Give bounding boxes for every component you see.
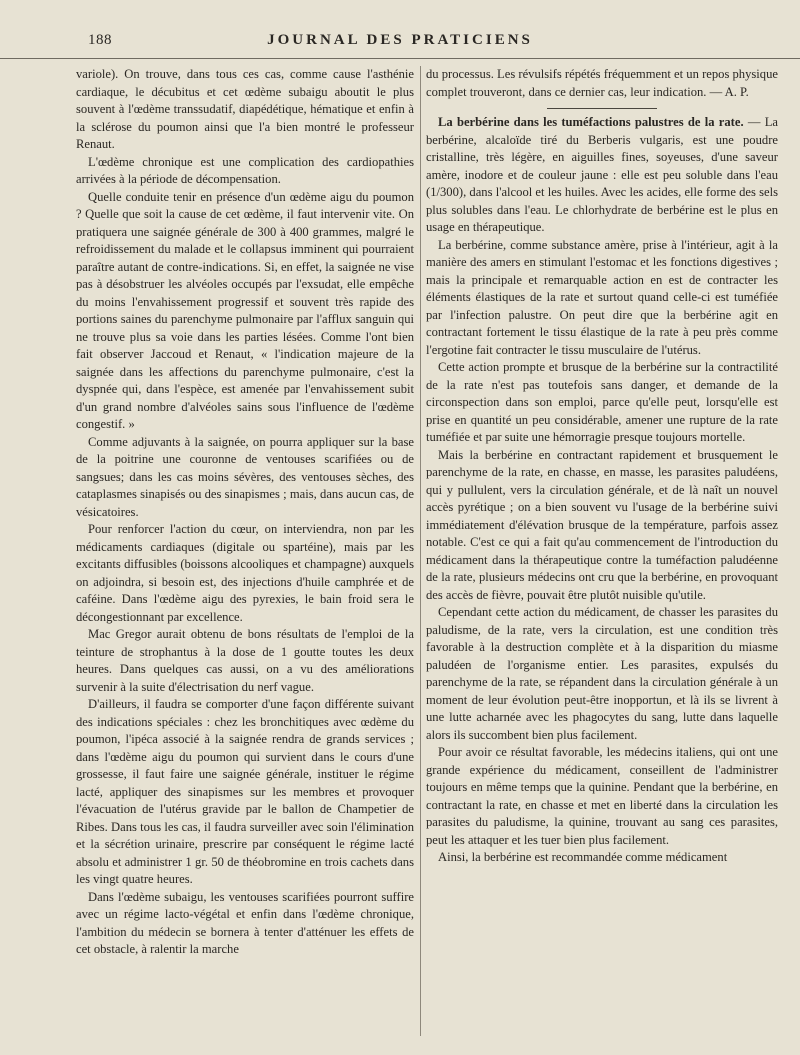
left-paragraph-1: variole). On trouve, dans tous ces cas, comme cause l'asthénie cardiaque, le décubitus et cet œdème subaigu aboutit le plus souvent à l'œdème transsudatif, diapédétique, hématique et enfin à la sclérose du poumon ainsi que l'a bien montré le professeur Renaut. — [76, 67, 414, 151]
article-title: La berbérine dans les tuméfactions palustres de la rate. — [438, 115, 744, 129]
right-intro-paragraph: du processus. Les révulsifs répétés fréquemment et un repos physique complet trouveront, dans ce dernier cas, leur indication. — A. P. — [426, 67, 778, 99]
left-paragraph-4: Comme adjuvants à la saignée, on pourra appliquer sur la base de la poitrine une couronne de ventouses scarifiées ou de sangsues; dans les cas moins sévères, des ventouses sèches, des cataplasmes sinapisés ou des sinapismes ; mais, dans aucun cas, de vésicatoires. — [76, 434, 414, 519]
right-paragraph-5: Pour avoir ce résultat favorable, les médecins italiens, qui ont une grande expérience du médicament, conseillent de l'administrer toujours en même temps que la quinine. Pendant que la berbérine, en contractant la rate, en chasse et met en liberté dans la circulation les parasites du paludisme, la quinine, trouvant au sang ces parasites, peut les attaquer et les tuer bien plus facilement. — [426, 745, 778, 847]
article-separator — [547, 108, 657, 109]
left-paragraph-7: D'ailleurs, il faudra se comporter d'une façon différente suivant des indications spéciales : chez les bronchitiques avec œdème du poumon, l'ipéca associé à la saignée rendra de grands services ; dans l'œdème aigu du poumon qui survient dans le cours d'une grossesse, il faut faire une saignée générale, instituer le régime lacté, appliquer des sinapismes sur les membres et provoquer l'évacuation de l'utérus gravide par le ballon de Champetier de Ribes. Dans tous les cas, il faudra surveiller avec soin l'élimination et la sécrétion urinaire, prescrire par conséquent le régime lacté absolu et administrer 1 gr. 50 de théobromine en trois cachets dans les vingt quatre heures. — [76, 697, 414, 886]
left-paragraph-3: Quelle conduite tenir en présence d'un œdème aigu du poumon ? Quelle que soit la cause de cet œdème, il faut intervenir vite. On pratiquera une saignée générale de 300 à 400 grammes, malgré le refroidissement du malade et le collapsus imminent qui pourraient paraître autant de contre-indications. Si, en effet, la saignée ne vise pas à désobstruer les alvéoles occupés par l'exsudat, elle empêche du moins l'envahissement progressif et souvent très rapide des portions saines du parenchyme pulmonaire par l'afflux sanguin qui ne trouve plus sa voie dans les parties lésées. Comme l'ont bien fait observer Jaccoud et Renaut, « l'indication majeure de la saignée dans les affections du parenchyme pulmonaire, c'est la dyspnée qui, dans l'espèce, est amenée par l'envahissement subit d'un grand nombre d'alvéoles sains sous l'influence de l'œdème congestif. » — [76, 189, 414, 431]
page-header — [0, 0, 800, 59]
article-heading-paragraph — [426, 114, 778, 237]
column-divider — [420, 66, 421, 1036]
left-paragraph-8: Dans l'œdème subaigu, les ventouses scarifiées pourront suffire avec un régime lacto-végétal et enfin dans l'œdème chronique, l'ambition du médecin se bornera à tenter d'atténuer les effets de cet obstacle, à ralentir la marche — [76, 889, 414, 956]
right-paragraph-6: Ainsi, la berbérine est recommandée comme médicament — [438, 850, 728, 864]
left-paragraph-2: L'œdème chronique est une complication des cardiopathies arrivées à la période de décompensation. — [76, 154, 414, 186]
right-paragraph-3: Mais la berbérine en contractant rapidement et brusquement le parenchyme de la rate, en chasse, en masse, les parasites paludéens, qui y pullulent, vers la circulation générale, et de là naît un nouvel accès pyrétique ; on a bien souvent vu l'usage de la berbérine suivi immédiatement d'élévation brusque de la température, parfois assez notable. C'est ce qui a fait qu'au commencement de l'introduction du médicament dans la thérapeutique contre la tuméfaction paludéenne de la rate, plusieurs médecins ont cru que la berbérine, en provoquant des accès de fièvre, pouvait être plutôt nuisible qu'utile. — [426, 447, 778, 602]
right-column — [426, 66, 778, 1046]
right-paragraph-2: Cette action prompte et brusque de la berbérine sur la contractilité de la rate n'est pas toutefois sans danger, et demande de la circonspection dans son emploi, parce qu'elle peut, lorsqu'elle est prise en quantité un peu considérable, amener une rupture de la rate tuméfiée et par suite une hémorragie presque toujours mortelle. — [426, 360, 778, 444]
page-number: 188 — [88, 32, 112, 48]
journal-title: JOURNAL DES PRATICIENS — [267, 32, 533, 48]
right-paragraph-1: La berbérine, comme substance amère, prise à l'intérieur, agit à la manière des amers en stimulant l'estomac et les fonctions digestives ; mais la principale et remarquable action en est de contracter les éléments élastiques de la rate et surtout quand celle-ci est tuméfiée par l'infection palustre. On peut dire que la berbérine agit en contractant fortement le tissu élastique de la rate à peu près comme l'ergotine fait contracter le tissu musculaire de l'utérus. — [426, 237, 778, 357]
left-paragraph-6: Mac Gregor aurait obtenu de bons résultats de l'emploi de la teinture de strophantus à la dose de 1 goutte toutes les deux heures. Dans quelques cas aussi, on a vu des améliorations survenir à la suite d'électrisation du nerf vague. — [76, 627, 414, 694]
left-paragraph-5: Pour renforcer l'action du cœur, on interviendra, non par les médicaments cardiaques (digitale ou spartéine), mais par les excitants diffusibles (boissons alcooliques et champagne) auxquels on adjoindra, si besoin est, des injections d'huile camphrée et de caféine. Dans l'œdème aigu des pyrexies, le bain froid sera le décongestionnant par excellence. — [76, 522, 414, 624]
left-column — [76, 66, 414, 1046]
right-paragraph-4: Cependant cette action du médicament, de chasser les parasites du paludisme, de la rate, vers la circulation, est une condition très favorable à la destruction complète et à la disparition du miasme paludéen de l'organisme entier. Les parasites, expulsés du parenchyme de la rate, se répandent dans la circulation générale à un moment de leur évolution peut-être inopportun, et là ils se livrent à une lutte acharnée avec les phagocytes du sang, lutte dans laquelle alors ils succombent bien plus facilement. — [426, 605, 778, 742]
article-first-text: — La berbérine, alcaloïde tiré du Berberis vulgaris, est une poudre cristalline, très légère, en aiguilles fines, soyeuses, d'une saveur amère, inodore et de couleur jaune : elle est peu soluble dans l'eau (1/300), dans l'alcool et les huiles. Avec les acides, elle forme des sels plus solubles dans l'eau. Le chlorhydrate de berbérine est le plus en usage en thérapeutique. — [426, 115, 778, 234]
